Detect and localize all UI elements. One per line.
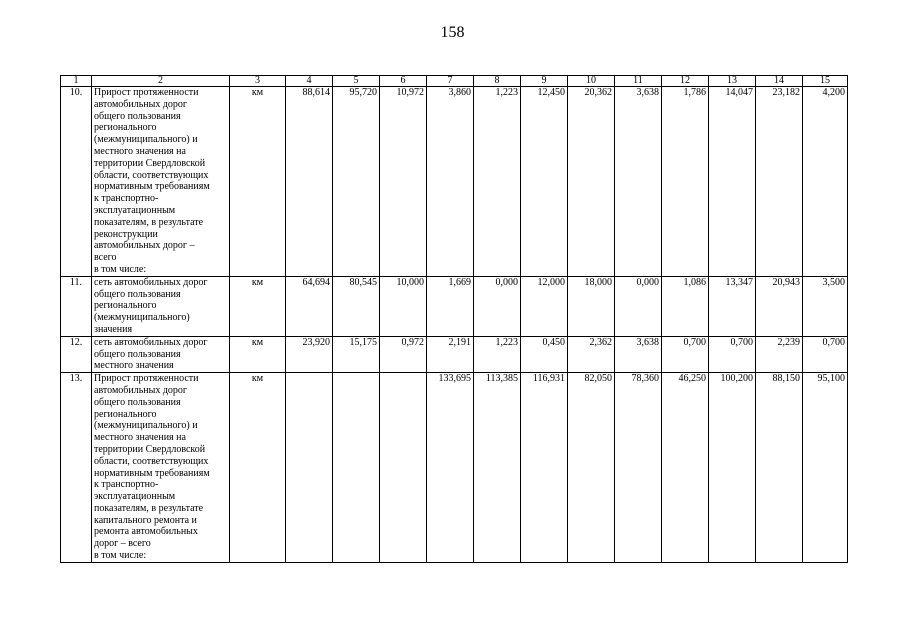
row-value: 1,786 [662,87,709,277]
row-name-text: Прирост протяженности автомобильных дорог общего пользования регионального (межмуниципального) и местного значения на территории Свердловской области, соответствующих нормативным требованиям к транспортно- эксплуатационным показателям, в результате капитального ремонта и ремонта автомобильных дорог – всего в том числе: [94,373,210,562]
row-value: 116,931 [521,373,568,563]
row-value: 0,000 [615,276,662,336]
row-value: 20,362 [568,87,615,277]
row-value: 18,000 [568,276,615,336]
row-value: 3,638 [615,336,662,372]
row-unit: км [230,336,286,372]
row-value: 100,200 [709,373,756,563]
column-header: 9 [521,76,568,87]
row-value: 113,385 [474,373,521,563]
data-table [60,75,848,563]
row-number: 12. [61,336,92,372]
row-value: 95,720 [333,87,380,277]
column-header: 7 [427,76,474,87]
row-value: 1,223 [474,87,521,277]
table-row [61,87,848,277]
row-value: 3,500 [803,276,848,336]
column-header: 10 [568,76,615,87]
row-value: 10,972 [380,87,427,277]
row-name [92,87,230,277]
row-name [92,373,230,563]
row-number: 11. [61,276,92,336]
row-value: 78,360 [615,373,662,563]
row-value: 0,700 [662,336,709,372]
row-value: 15,175 [333,336,380,372]
row-value: 88,614 [286,87,333,277]
table-row [61,276,848,336]
row-value: 23,920 [286,336,333,372]
row-value: 0,450 [521,336,568,372]
column-header: 8 [474,76,521,87]
row-name [92,276,230,336]
row-value: 1,223 [474,336,521,372]
row-value [333,373,380,563]
row-value: 0,000 [474,276,521,336]
row-value: 14,047 [709,87,756,277]
row-value: 80,545 [333,276,380,336]
row-value: 64,694 [286,276,333,336]
row-value: 0,972 [380,336,427,372]
row-value: 4,200 [803,87,848,277]
row-value: 3,860 [427,87,474,277]
row-name-text: Прирост протяженности автомобильных дорог общего пользования регионального (межмуниципального) и местного значения на территории Свердловской области, соответствующих нормативным требованиям к транспортно- эксплуатационным показателям, в результате реконструкции автомобильных дорог – всего в том числе: [94,87,210,275]
row-name [92,336,230,372]
row-value: 3,638 [615,87,662,277]
row-number: 13. [61,373,92,563]
column-header: 13 [709,76,756,87]
row-name-text: сеть автомобильных дорог общего пользования местного значения [94,336,208,372]
row-value [286,373,333,563]
column-header: 1 [61,76,92,87]
row-value: 82,050 [568,373,615,563]
row-value: 1,669 [427,276,474,336]
page-number: 158 [440,24,465,41]
row-value: 12,000 [521,276,568,336]
row-value: 1,086 [662,276,709,336]
row-unit: км [230,87,286,277]
column-header: 5 [333,76,380,87]
row-value: 10,000 [380,276,427,336]
row-value: 46,250 [662,373,709,563]
column-header: 6 [380,76,427,87]
row-unit: км [230,373,286,563]
row-value: 23,182 [756,87,803,277]
row-value: 95,100 [803,373,848,563]
row-value: 13,347 [709,276,756,336]
row-value: 20,943 [756,276,803,336]
row-value [380,373,427,563]
column-header: 3 [230,76,286,87]
table-row [61,373,848,563]
table-row [61,336,848,372]
column-header: 12 [662,76,709,87]
row-number: 10. [61,87,92,277]
row-value: 133,695 [427,373,474,563]
column-header: 14 [756,76,803,87]
row-value: 12,450 [521,87,568,277]
column-header: 4 [286,76,333,87]
row-value: 2,362 [568,336,615,372]
row-unit: км [230,276,286,336]
column-header: 15 [803,76,848,87]
row-value: 0,700 [803,336,848,372]
row-value: 2,191 [427,336,474,372]
column-header: 11 [615,76,662,87]
row-value: 88,150 [756,373,803,563]
column-header: 2 [92,76,230,87]
row-name-text: сеть автомобильных дорог общего пользования регионального (межмуниципального) значения [94,276,208,335]
header-row [61,76,848,87]
row-value: 2,239 [756,336,803,372]
row-value: 0,700 [709,336,756,372]
